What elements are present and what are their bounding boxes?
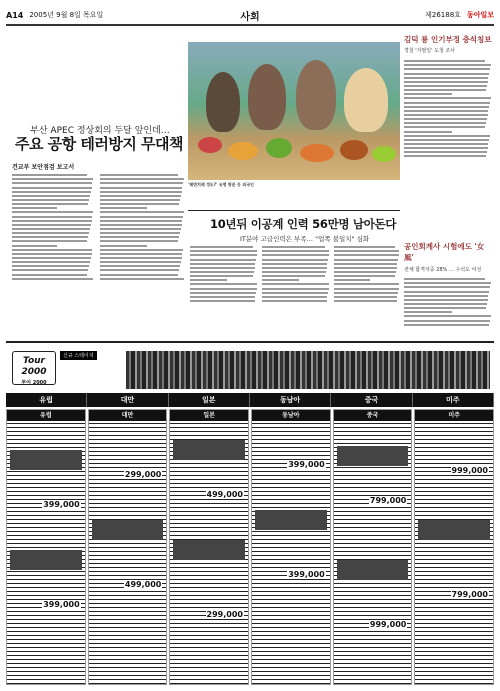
- text-line: [190, 267, 255, 269]
- region-label: 유럽: [6, 393, 87, 407]
- text-line: [334, 263, 397, 265]
- lead-column-1: [12, 172, 94, 337]
- text-line: [334, 250, 399, 252]
- region-label: 미주: [413, 393, 494, 407]
- region-label: 동남아: [250, 393, 331, 407]
- text-line: [100, 269, 179, 271]
- text-line: [12, 249, 92, 251]
- text-line: [334, 300, 397, 302]
- text-line: [404, 151, 487, 153]
- text-line: [262, 267, 327, 269]
- text-line: [100, 228, 181, 230]
- right-box-2-subtitle: 전체 합격자중 28% … 수석도 여성: [404, 267, 482, 273]
- text-line: [404, 139, 489, 141]
- text-line: [100, 224, 182, 226]
- paper-logo: 동아일보: [466, 11, 494, 19]
- text-line: [12, 265, 89, 267]
- ad-cell: 동남아 399,000 399,000: [251, 409, 331, 685]
- text-line: [12, 274, 87, 276]
- text-line: [404, 303, 487, 305]
- lead-headline: 주요 공항 테러방지 무대책: [14, 135, 184, 153]
- text-line: [12, 245, 57, 247]
- ad-cell: 일본 499,000 299,000: [169, 409, 249, 685]
- text-line: [12, 182, 92, 184]
- text-line: [12, 278, 93, 280]
- text-line: [404, 106, 489, 108]
- text-line: [404, 131, 452, 133]
- tour2000-logo: Tour 2000 투어 2000: [12, 351, 56, 385]
- right-box-1-title: 김덕 룡 인기부정 충석칭보: [404, 35, 492, 44]
- text-line: [404, 102, 490, 104]
- text-line: [404, 81, 488, 83]
- text-line: [12, 257, 91, 259]
- text-line: [100, 236, 179, 238]
- region-label: 대만: [87, 393, 168, 407]
- text-line: [100, 174, 178, 176]
- text-line: [100, 274, 178, 276]
- text-line: [404, 299, 488, 301]
- masthead: [6, 6, 494, 26]
- right-box-1-body: [404, 58, 492, 213]
- text-line: [404, 147, 488, 149]
- text-line: [404, 286, 490, 288]
- subhead-2: IT분야 고급인력은 부족… "업쪽 불일치" 심화: [240, 235, 370, 243]
- text-line: [12, 253, 92, 255]
- text-line: [190, 279, 227, 281]
- text-line: [100, 253, 182, 255]
- story-2-column-2: [262, 244, 330, 337]
- lead-kicker: 부산 APEC 정상회의 두달 앞인데…: [30, 126, 170, 136]
- right-box-2: [404, 241, 492, 356]
- ad-cell: 중국 799,000 999,000: [333, 409, 413, 685]
- text-line: [262, 271, 326, 273]
- text-line: [190, 250, 257, 252]
- text-line: [404, 114, 488, 116]
- text-line: [100, 261, 181, 263]
- text-line: [262, 246, 325, 248]
- text-line: [262, 292, 328, 294]
- text-line: [404, 311, 452, 313]
- section-title: 사회: [240, 11, 260, 23]
- text-line: [334, 296, 397, 298]
- travel-advertisement: [6, 341, 494, 685]
- right-box-1: [404, 34, 492, 213]
- text-line: [12, 187, 92, 189]
- text-line: [100, 265, 180, 267]
- text-line: [100, 187, 182, 189]
- text-line: [404, 295, 488, 297]
- text-line: [334, 275, 395, 277]
- text-line: [404, 64, 491, 66]
- right-box-2-title: 공인회계사 시험에도 '女風': [404, 242, 485, 262]
- text-line: [404, 155, 486, 157]
- lead-box-header: 건교부 보안점검 보고서: [12, 164, 75, 171]
- text-line: [12, 207, 57, 209]
- ad-cell: 대만 299,000 499,000: [88, 409, 168, 685]
- text-line: [190, 292, 256, 294]
- text-line: [100, 257, 182, 259]
- text-line: [334, 288, 399, 290]
- text-line: [100, 211, 184, 213]
- text-line: [334, 271, 396, 273]
- text-line: [404, 118, 487, 120]
- text-line: [262, 288, 329, 290]
- text-line: [404, 68, 490, 70]
- text-line: [262, 296, 327, 298]
- text-line: [404, 77, 488, 79]
- text-line: [404, 307, 486, 309]
- text-line: [262, 254, 329, 256]
- text-line: [262, 279, 299, 281]
- news-photo: [188, 42, 400, 180]
- text-line: [404, 135, 490, 137]
- text-line: [190, 296, 255, 298]
- text-line: [12, 203, 88, 205]
- text-line: [262, 263, 327, 265]
- text-line: [404, 122, 486, 124]
- text-line: [12, 240, 87, 242]
- text-line: [334, 267, 397, 269]
- text-line: [190, 246, 253, 248]
- text-line: [12, 195, 90, 197]
- text-line: [334, 283, 399, 285]
- region-label: 일본: [169, 393, 250, 407]
- text-line: [190, 300, 255, 302]
- text-line: [190, 275, 253, 277]
- text-line: [12, 220, 92, 222]
- text-line: [12, 199, 89, 201]
- text-line: [404, 93, 452, 95]
- text-line: [12, 261, 90, 263]
- photo-caption: [188, 182, 400, 188]
- text-line: [190, 288, 257, 290]
- text-line: [100, 178, 184, 180]
- text-line: [12, 174, 87, 176]
- text-line: [100, 245, 147, 247]
- text-line: [404, 315, 491, 317]
- divider: [188, 210, 400, 211]
- text-line: [404, 291, 489, 293]
- text-line: [190, 254, 257, 256]
- text-line: [404, 60, 485, 62]
- text-line: [12, 228, 90, 230]
- text-line: [100, 199, 180, 201]
- page-number: A14: [6, 10, 24, 20]
- ad-tag: 신규 스테이지: [60, 351, 97, 360]
- text-line: [404, 320, 490, 322]
- region-label: 중국: [331, 393, 412, 407]
- text-line: [190, 263, 255, 265]
- text-line: [262, 300, 327, 302]
- ad-grid: [6, 409, 494, 685]
- ad-cell: 유럽 399,000 399,000: [6, 409, 86, 685]
- text-line: [12, 269, 88, 271]
- text-line: [190, 283, 257, 285]
- text-line: [100, 207, 147, 209]
- text-line: [100, 203, 179, 205]
- text-line: [100, 240, 178, 242]
- text-line: [404, 110, 488, 112]
- text-line: [404, 278, 485, 280]
- text-line: [12, 224, 91, 226]
- text-line: [404, 85, 487, 87]
- story-2-column-3: [334, 244, 400, 337]
- text-line: [262, 259, 328, 261]
- text-line: [190, 259, 256, 261]
- story-2-column-1: [190, 244, 258, 337]
- text-line: [100, 249, 183, 251]
- text-line: [100, 232, 180, 234]
- text-line: [334, 292, 398, 294]
- text-line: [404, 282, 491, 284]
- text-line: [12, 191, 91, 193]
- text-line: [404, 73, 489, 75]
- text-line: [404, 143, 488, 145]
- text-line: [404, 89, 486, 91]
- text-line: [12, 232, 89, 234]
- text-line: [262, 250, 329, 252]
- text-line: [100, 278, 184, 280]
- text-line: [12, 178, 93, 180]
- text-line: [334, 279, 370, 281]
- text-line: [334, 254, 399, 256]
- ad-banner-image: [126, 351, 490, 389]
- text-line: [404, 126, 485, 128]
- text-line: [404, 324, 489, 326]
- lead-column-2: [100, 172, 185, 337]
- text-line: [100, 191, 182, 193]
- ad-cell: 미주 999,000 799,000: [414, 409, 494, 685]
- text-line: [100, 216, 183, 218]
- issue-number: 제26188호: [425, 11, 461, 19]
- issue-date: 2005년 9월 8일 목요일: [29, 11, 104, 19]
- text-line: [404, 97, 491, 99]
- text-line: [334, 259, 398, 261]
- text-line: [100, 195, 181, 197]
- text-line: [12, 236, 88, 238]
- text-line: [190, 271, 254, 273]
- text-line: [262, 275, 325, 277]
- region-strip: [6, 393, 494, 407]
- photo-caption-head: '체면치레 정도?' 유명 방문 등 외국인: [188, 182, 254, 187]
- text-line: [334, 246, 395, 248]
- text-line: [262, 283, 329, 285]
- headline-2: 10년뒤 이공계 인력 56만명 남아돈다: [210, 217, 397, 231]
- right-box-1-subtitle: 경찰 '자필일' 도청 조사: [404, 48, 455, 54]
- text-line: [12, 211, 93, 213]
- text-line: [100, 182, 183, 184]
- text-line: [100, 220, 182, 222]
- text-line: [12, 216, 92, 218]
